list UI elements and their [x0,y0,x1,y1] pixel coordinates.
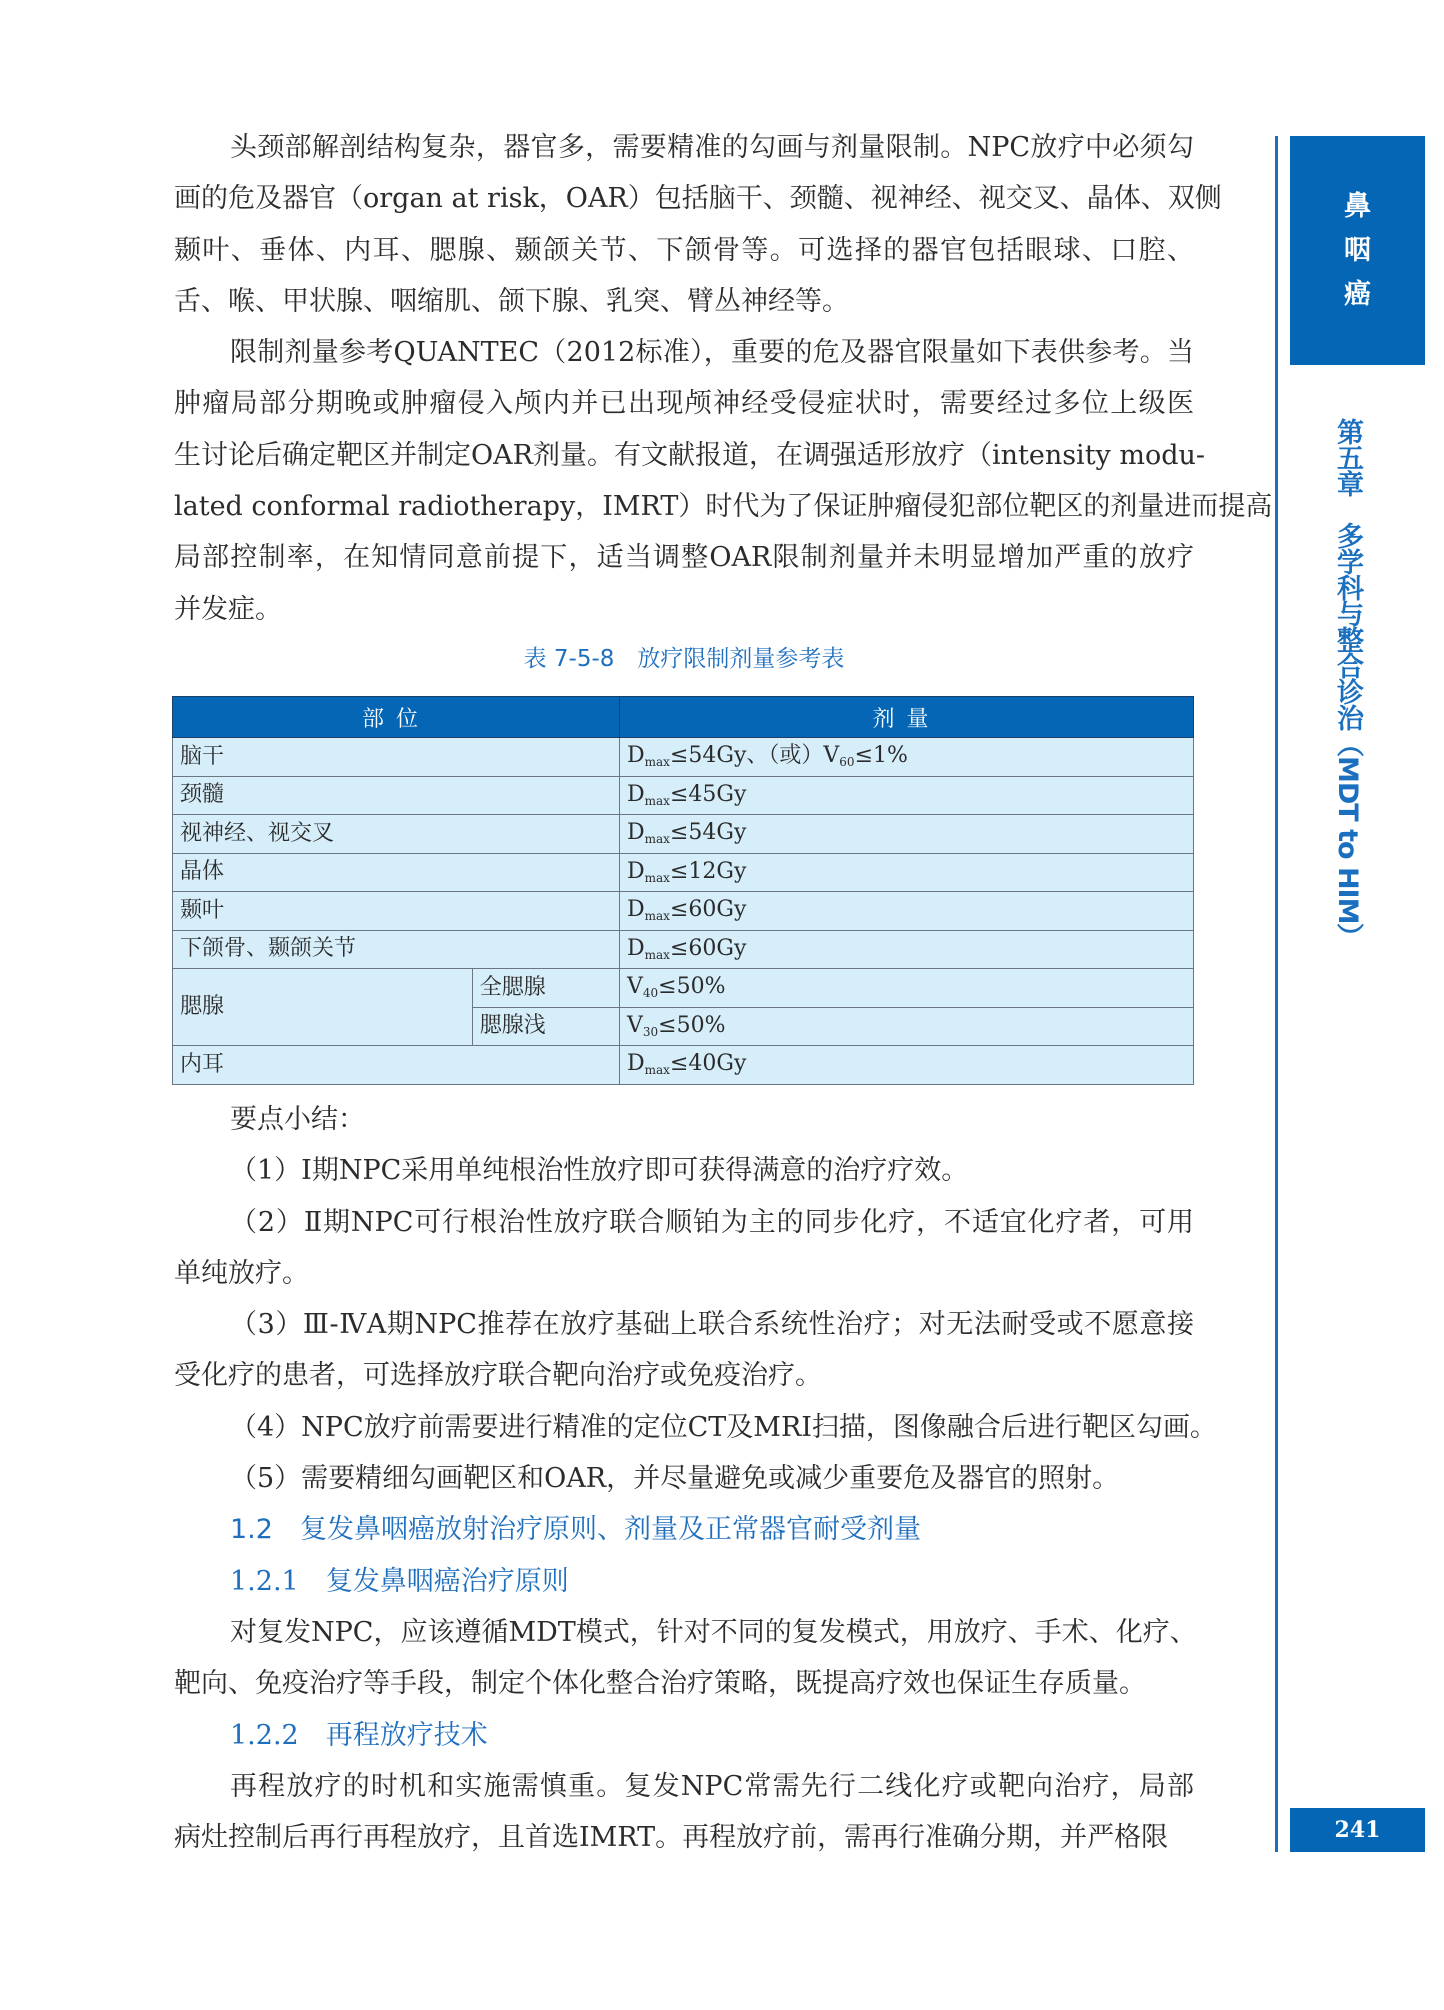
chapter-tab [1290,136,1425,365]
header-dose: 剂量 [620,697,1194,738]
dose-text: ≤54Gy、（或）V [669,743,840,769]
dose-text: D [627,781,645,807]
tab-char: 癌 [1344,278,1371,310]
dose-text: ≤50% [658,1012,726,1038]
table-caption: 表 7-5-8 放疗限制剂量参考表 [523,646,845,672]
summary-item-line: （1）Ⅰ期NPC采用单纯根治性放疗即可获得满意的治疗疗效。 [230,1155,969,1187]
summary-item-line: （5）需要精细勾画靶区和OAR，并尽量避免或减少重要危及器官的照射。 [230,1463,1120,1495]
dose-subscript: max [644,793,670,808]
table-row [173,815,1194,854]
dose-cell [620,1046,1194,1085]
tab-char: 咽 [1344,234,1371,266]
site-cell: 内耳 [173,1046,620,1085]
paragraph-line: 生讨论后确定靶区并制定OAR剂量。有文献报道，在调强适形放疗（intensity modu- [174,439,1206,471]
dose-subscript: 30 [642,1024,659,1039]
dose-subscript: 40 [642,986,659,1001]
dose-subscript: max [644,832,670,847]
paragraph-line: 并发症。 [174,593,282,625]
table-row [173,1046,1194,1085]
dose-limit-table [172,696,1194,1085]
dose-text: D [627,897,645,923]
dose-text: D [627,820,645,846]
dose-cell [620,776,1194,815]
section-heading-1-2-2: 1.2.2 再程放疗技术 [230,1719,488,1751]
dose-subscript: max [644,870,670,885]
site-cell: 腮腺 [173,969,473,1046]
dose-subscript: max [644,947,670,962]
dose-text: ≤60Gy [669,897,747,923]
table-row [173,969,1194,1008]
paragraph-line: 颞叶、垂体、内耳、腮腺、颞颌关节、下颌骨等。可选择的器官包括眼球、口腔、 [174,234,1194,266]
summary-item-line: （4）NPC放疗前需要进行精准的定位CT及MRI扫描，图像融合后进行靶区勾画。 [230,1411,1217,1443]
chapter-title: 第五章 多学科与整合诊治（MDT to HIM） [1332,418,1363,950]
paragraph-line: 头颈部解剖结构复杂，器官多，需要精准的勾画与剂量限制。NPC放疗中必须勾 [230,132,1194,163]
table-row [173,776,1194,815]
paragraph-line: 画的危及器官（organ at risk，OAR）包括脑干、颈髓、视神经、视交叉、晶体、双侧 [174,183,1222,215]
dose-text: ≤12Gy [669,858,747,884]
table-row [173,738,1194,777]
paragraph-line: 限制剂量参考QUANTEC（2012标准），重要的危及器官限量如下表供参考。当 [230,337,1194,369]
dose-text: D [627,858,645,884]
header-site: 部位 [173,697,620,738]
intro-text [174,122,1273,635]
dose-text: ≤1% [854,743,908,769]
section-heading-1-2: 1.2 复发鼻咽癌放射治疗原则、剂量及正常器官耐受剂量 [230,1514,921,1546]
paragraph-line: 局部控制率，在知情同意前提下，适当调整OAR限制剂量并未明显增加严重的放疗 [174,542,1194,574]
dose-text: V [627,974,643,1000]
dose-text: ≤54Gy [669,820,747,846]
dose-subscript: max [644,755,670,770]
tab-char: 鼻 [1344,190,1371,222]
dose-text: ≤50% [658,974,726,1000]
page-number: 241 [1290,1808,1425,1852]
table-row [173,892,1194,931]
paragraph-line: 舌、喉、甲状腺、咽缩肌、颌下腺、乳突、臂丛神经等。 [174,285,849,317]
dose-text: D [627,935,645,961]
dose-subscript: 60 [839,755,855,770]
dose-cell [620,853,1194,892]
dose-text: ≤60Gy [669,935,747,961]
site-cell: 脑干 [173,738,620,777]
dose-cell [620,738,1194,777]
dose-subscript: max [644,909,670,924]
summary-item-line: （3）Ⅲ-ⅣA期NPC推荐在放疗基础上联合系统性治疗；对无法耐受或不愿意接 [230,1309,1194,1341]
table-row [173,853,1194,892]
summary-and-sections [174,1094,1217,1863]
section-heading-1-2-1: 1.2.1 复发鼻咽癌治疗原则 [230,1565,569,1597]
dose-text: D [627,1051,645,1077]
dose-subscript: max [644,1063,670,1078]
paragraph-line: 病灶控制后再行再程放疗，且首选IMRT。再程放疗前，需再行准确分期，并严格限 [174,1822,1169,1854]
site-cell: 视神经、视交叉 [173,815,620,854]
paragraph-line: 靶向、免疫治疗等手段，制定个体化整合治疗策略，既提高疗效也保证生存质量。 [174,1668,1146,1700]
dose-text: ≤45Gy [669,781,747,807]
summary-item-line: 单纯放疗。 [174,1257,309,1289]
summary-item-line: 受化疗的患者，可选择放疗联合靶向治疗或免疫治疗。 [174,1360,822,1392]
site-cell: 晶体 [173,853,620,892]
site-cell: 全腮腺 [472,969,619,1008]
table-row [173,930,1194,969]
dose-cell [620,1007,1194,1046]
dose-cell [620,815,1194,854]
site-cell: 腮腺浅 [472,1007,619,1046]
paragraph-line: lated conformal radiotherapy，IMRT）时代为了保证肿瘤侵犯部位靶区的剂量进而提高 [174,491,1273,523]
dose-text: ≤40Gy [669,1051,747,1077]
dose-cell [620,892,1194,931]
site-cell: 下颌骨、颞颌关节 [173,930,620,969]
paragraph-line: 再程放疗的时机和实施需慎重。复发NPC常需先行二线化疗或靶向治疗，局部 [230,1770,1194,1802]
margin-rule [1275,136,1278,1852]
dose-cell [620,969,1194,1008]
summary-item-line: （2）Ⅱ期NPC可行根治性放疗联合顺铂为主的同步化疗，不适宜化疗者，可用 [230,1206,1194,1238]
dose-text: V [627,1012,643,1038]
dose-cell [620,930,1194,969]
site-cell: 颈髓 [173,776,620,815]
paragraph-line: 对复发NPC，应该遵循MDT模式，针对不同的复发模式，用放疗、手术、化疗、 [230,1616,1197,1648]
summary-title: 要点小结： [230,1104,365,1135]
paragraph-line: 肿瘤局部分期晚或肿瘤侵入颅内并已出现颅神经受侵症状时，需要经过多位上级医 [174,388,1194,420]
site-cell: 颞叶 [173,892,620,931]
dose-text: D [627,743,645,769]
